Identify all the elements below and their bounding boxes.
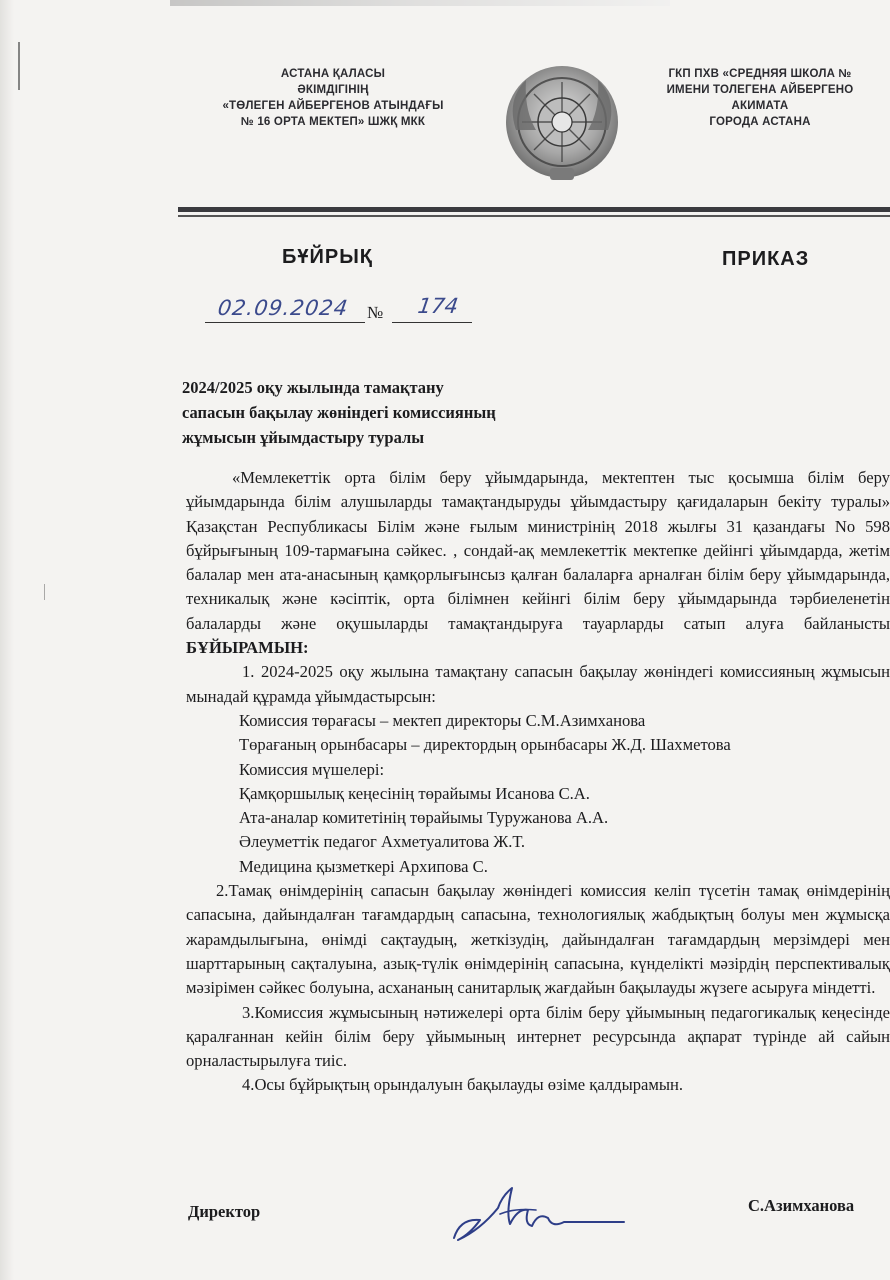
preamble-text: «Мемлекеттік орта білім беру ұйымдарында, мектептен тыс қосымша білім беру ұйымдарында білім алушыларды тамақтандыруды ұйымдастыру қағидаларын бекіту туралы» Қазақстан Республикасы Білім және ғылым министрінің 2018 жылғы 31 қазандағы No 598 бұйрығының 109-тармағына сәйкес. , сондай-ақ мемлекеттік мектепке дейінгі ұйымдарда, жетім балалар мен ата-анасының қамқорлығынсыз қалған балаларға арналған білім беру ұйымдарында, техникалық және кәсіптік, орта білімнен кейінгі білім беру ұйымдарында тәрбиеленетін балаларды және оқушыларды тамақтандыруға тауарларды сатып алуға байланысты xyxy=(186,468,890,633)
order-directive: БҰЙЫРАМЫН: xyxy=(186,638,309,658)
order-body xyxy=(186,466,890,1098)
member-line: Әлеуметтік педагог Ахметуалитова Ж.Т. xyxy=(239,832,525,852)
scan-mark xyxy=(44,584,45,600)
document-title-ru: ПРИКАЗ xyxy=(722,248,810,270)
header-line: ӘКІМДІГІНІҢ xyxy=(297,84,369,96)
header-line: № 16 ОРТА МЕКТЕП» ШЖҚ МКК xyxy=(240,116,426,128)
document-title-kz: БҰЙРЫҚ xyxy=(282,246,373,268)
member-line: Ата-аналар комитетінің төрайымы Туружанова А.А. xyxy=(239,808,609,828)
handwritten-signature xyxy=(440,1168,630,1248)
header-line: «ТӨЛЕГЕН АЙБЕРГЕНОВ АТЫНДАҒЫ xyxy=(222,100,444,112)
subject-line: сапасын бақылау жөніндегі комиссияның xyxy=(182,403,496,422)
member-line: Комиссия мүшелері: xyxy=(239,759,385,779)
order-date: 02.09.2024 xyxy=(216,296,350,320)
header-line: АКИМАТА xyxy=(731,100,789,112)
header-ru-organization xyxy=(640,66,880,130)
header-line: АСТАНА ҚАЛАСЫ xyxy=(280,68,386,80)
signatory-name: С.Азимханова xyxy=(748,1196,855,1215)
number-sign: № xyxy=(367,303,384,322)
header-line: ИМЕНИ ТОЛЕГЕНА АЙБЕРГЕНО xyxy=(666,84,854,96)
header-kz-organization xyxy=(198,66,468,130)
member-line: Қамқоршылық кеңесінің төрайымы Исанова С.А. xyxy=(239,783,590,803)
state-emblem-icon xyxy=(496,60,628,190)
header-line: ГОРОДА АСТАНА xyxy=(709,116,811,128)
subject-line: жұмысын ұйымдастыру туралы xyxy=(182,428,425,447)
scan-artifact xyxy=(170,0,670,6)
member-line: Комиссия төрағасы – мектеп директоры С.М.Азимханова xyxy=(239,710,646,730)
scan-mark xyxy=(18,42,20,90)
order-number: 174 xyxy=(416,294,460,318)
header-divider xyxy=(178,207,890,212)
page-edge xyxy=(0,0,14,1280)
header-divider xyxy=(178,215,890,217)
preamble-paragraph xyxy=(186,466,890,660)
item-2: 2.Тамақ өнімдерінің сапасын бақылау жөніндегі комиссия келіп түсетін тамақ өнімдерінің сапасына, дайындалған тағамдардың сапасына, технологиялық жабдықтың болуы мен жұмысқа жарамдылығына, өнімді сақтаудың, жеткізудің, дайындалған тағамдардың мерзімдері мен шарттарының сақталуына, азық-түлік өнімдерінің сапасына, күнделікті мәзірдің перспективалық мәзірімен сәйкес болуына, асхананың санитарлық жағдайын бақылауды жүзеге асыруға міндетті. xyxy=(186,881,890,998)
header-line: ГКП ПХВ «СРЕДНЯЯ ШКОЛА № xyxy=(668,68,852,80)
signatory-role: Директор xyxy=(188,1202,261,1221)
member-line: Төрағаның орынбасары – директордың орынбасары Ж.Д. Шахметова xyxy=(239,735,731,755)
member-line: Медицина қызметкері Архипова С. xyxy=(239,856,488,876)
subject-line: 2024/2025 оқу жылында тамақтану xyxy=(182,378,444,397)
order-subject xyxy=(182,375,496,450)
item-3: 3.Комиссия жұмысының нәтижелері орта білім беру ұйымының педагогикалық кеңесінде қаралғаннан кейін білім беру ұйымының интернет ресурсында ақпарат түрінде ай сайын орналастырылуға тиіс. xyxy=(186,1002,890,1071)
item-1: 1. 2024-2025 оқу жылына тамақтану сапасын бақылау жөніндегі комиссияның жұмысын мынадай құрамда ұйымдастырсын: xyxy=(186,662,890,706)
item-4: 4.Осы бұйрықтың орындалуын бақылауды өзіме қалдырамын. xyxy=(242,1075,684,1095)
